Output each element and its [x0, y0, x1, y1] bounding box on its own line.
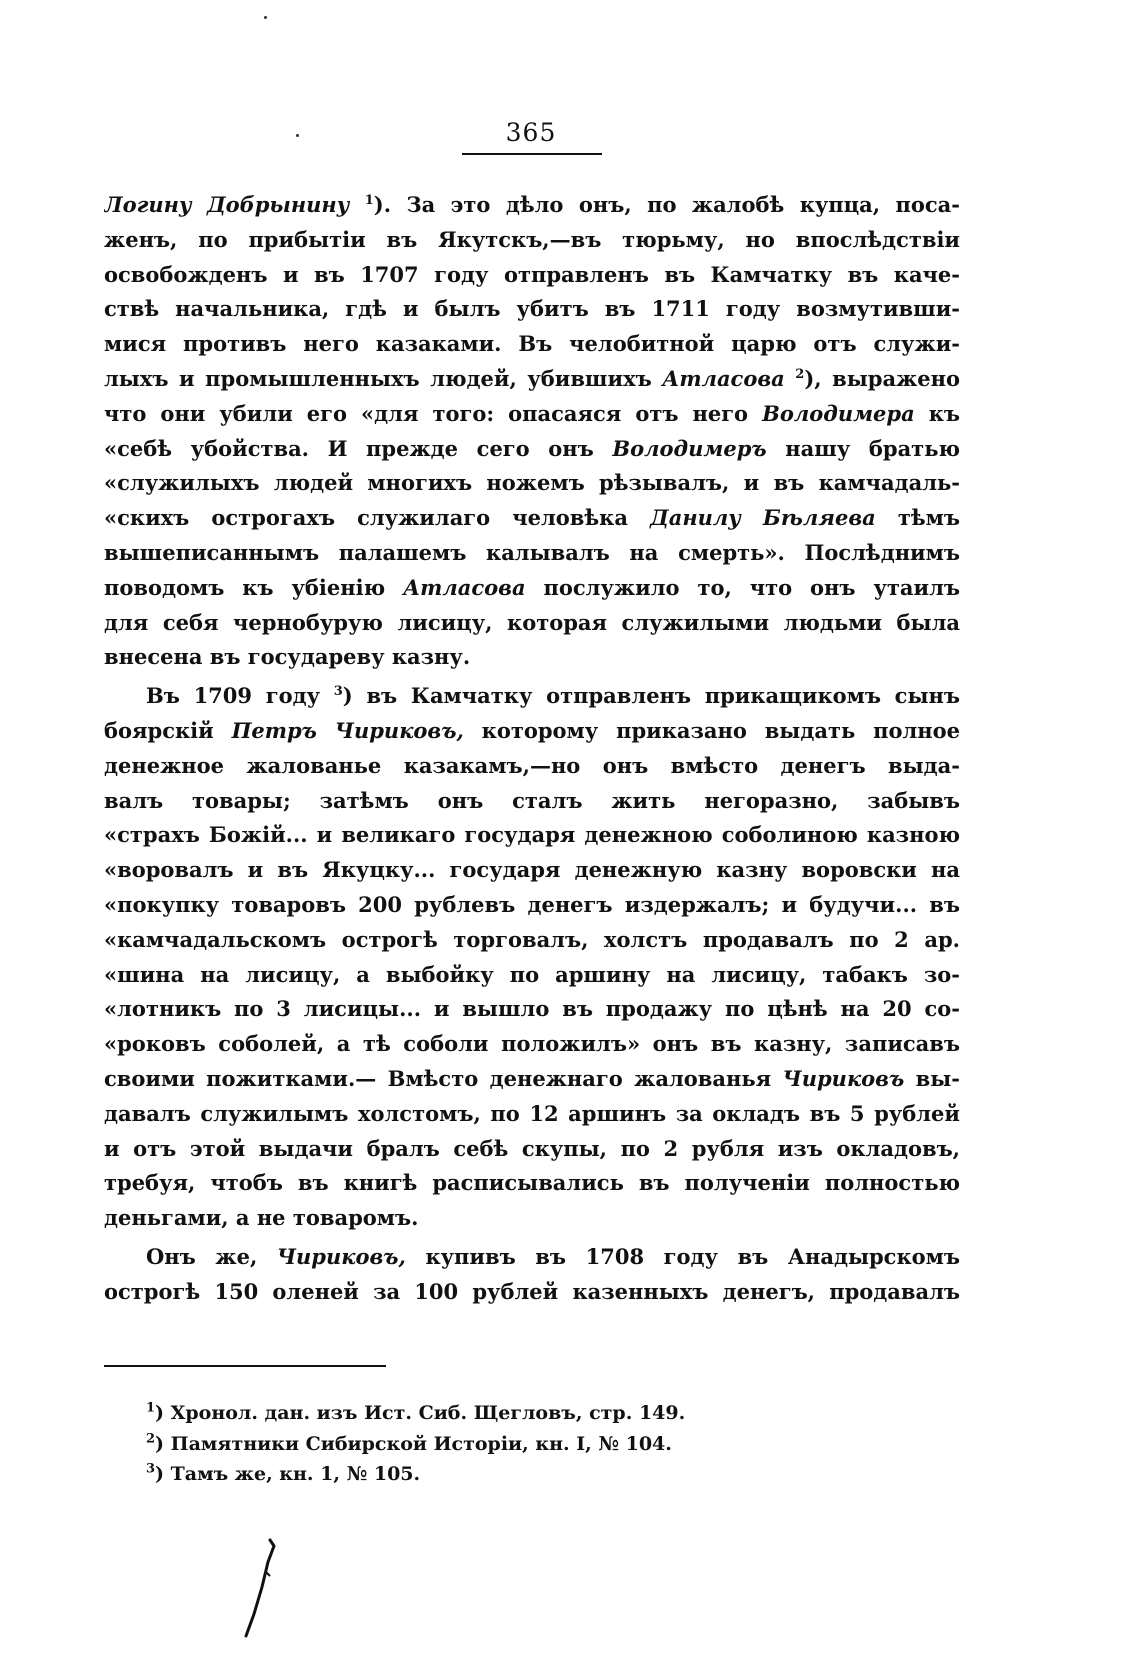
text-segment: «воровалъ и въ Якуцку... государя денежную казну воровски на: [104, 857, 960, 883]
text-segment: купивъ въ 1708 году въ Анадырскомъ: [405, 1243, 960, 1269]
body-text: [104, 188, 960, 1310]
text-line: [104, 327, 960, 362]
italic-name: Володимеръ: [612, 435, 767, 461]
footnote-text: ) Тамъ же, кн. 1, № 105.: [155, 1463, 421, 1485]
text-segment: вы-: [904, 1065, 960, 1091]
italic-name: Чириковъ,: [276, 1243, 406, 1269]
footnote-ref: 3: [333, 684, 343, 700]
text-line: [104, 714, 960, 749]
text-line: [104, 640, 960, 675]
text-line: [104, 1097, 960, 1132]
italic-name: Чириковъ: [782, 1065, 905, 1091]
footnote: [146, 1429, 846, 1460]
text-segment: Онъ же,: [146, 1243, 277, 1269]
italic-name: Данилу Бѣляева: [650, 505, 876, 531]
footnote: [146, 1398, 846, 1429]
page-number: 365: [505, 118, 557, 147]
text-line: [104, 1027, 960, 1062]
text-segment: ). За это дѣло онъ, по жалобѣ купца, поса-: [373, 192, 960, 217]
text-segment: «скихъ острогахъ служилаго человѣка: [104, 505, 651, 531]
text-line: [104, 466, 960, 501]
text-line: [104, 432, 960, 467]
italic-name: Логину Добрынину: [104, 192, 350, 217]
text-line: [104, 1201, 960, 1236]
text-segment: деньгами, а не товаромъ.: [104, 1205, 419, 1231]
text-segment: острогѣ 150 оленей за 100 рублей казенныхъ денегъ, продавалъ: [104, 1278, 960, 1304]
text-segment: «лотникъ по 3 лисицы... и вышло въ продажу по цѣнѣ на 20 со-: [104, 996, 960, 1022]
text-line: [104, 853, 960, 888]
footnote-ref: 2: [795, 366, 805, 382]
text-segment: лыхъ и промышленныхъ людей, убившихъ: [104, 365, 663, 391]
footnote-separator: [104, 1365, 386, 1367]
scan-speck: [264, 16, 267, 19]
text-line: [104, 188, 960, 223]
text-line: [104, 223, 960, 258]
text-line: [104, 992, 960, 1027]
text-line: [104, 1240, 960, 1275]
footnote: [146, 1459, 846, 1490]
text-segment: мися противъ него казаками. Въ челобитной царю отъ служи-: [104, 331, 960, 357]
text-line: [104, 784, 960, 819]
text-segment: и отъ этой выдачи бралъ себѣ скупы, по 2 рубля изъ окладовъ,: [104, 1135, 960, 1161]
page-number-underline: [462, 153, 602, 155]
italic-name: Петръ Чириковъ,: [231, 717, 464, 743]
footnote-text: ) Хронол. дан. изъ Ист. Сиб. Щегловъ, стр. 149.: [155, 1402, 686, 1424]
footnote-ref: 1: [364, 193, 374, 208]
text-line: [104, 923, 960, 958]
italic-name: Володимера: [762, 400, 915, 426]
text-segment: для себя чернобурую лисицу, которая служилыми людьми была: [104, 609, 960, 635]
text-line: [104, 362, 960, 397]
italic-name: Атласова: [403, 574, 526, 600]
text-segment: внесена въ государеву казну.: [104, 644, 471, 670]
text-line: [104, 1275, 960, 1310]
text-segment: женъ, по прибытіи въ Якутскъ,—въ тюрьму, но впослѣдствіи: [104, 226, 960, 252]
text-line: [104, 1132, 960, 1167]
text-line: [104, 606, 960, 641]
text-segment: «себѣ убойства. И прежде сего онъ: [104, 435, 613, 461]
text-line: [104, 292, 960, 327]
text-line: [104, 958, 960, 993]
text-segment: «страхъ Божій... и великаго государя денежною соболиною казною: [104, 822, 960, 848]
text-segment: Въ 1709 году: [146, 683, 334, 709]
text-segment: освобожденъ и въ 1707 году отправленъ въ Камчатку въ каче-: [104, 261, 960, 287]
text-line: [104, 397, 960, 432]
text-segment: «роковъ соболей, а тѣ соболи положилъ» онъ въ казну, записавъ: [104, 1031, 960, 1057]
text-segment: «служилыхъ людей многихъ ножемъ рѣзывалъ, и въ камчадаль-: [104, 470, 960, 496]
footnote-text: ) Памятники Сибирской Исторіи, кн. I, № 104.: [155, 1432, 672, 1455]
text-line: [104, 571, 960, 606]
text-line: [104, 888, 960, 923]
text-segment: «камчадальскомъ острогѣ торговалъ, холстъ продавалъ по 2 ар.: [104, 926, 960, 952]
text-segment: [349, 192, 364, 217]
text-line: [104, 1062, 960, 1097]
text-segment: ), выражено: [804, 365, 960, 391]
text-segment: [785, 366, 796, 391]
text-segment: «покупку товаровъ 200 рублевъ денегъ издержалъ; и будучи... въ: [104, 891, 960, 917]
text-line: [104, 818, 960, 853]
text-segment: «шина на лисицу, а выбойку по аршину на лисицу, табакъ зо-: [104, 961, 960, 987]
text-segment: своими пожитками.— Вмѣсто денежнаго жалованья: [104, 1065, 783, 1091]
footnote-mark: 1: [146, 1400, 156, 1416]
scan-speck: [296, 134, 299, 137]
text-segment: вышеписаннымъ палашемъ калывалъ на смерть». Послѣднимъ: [104, 539, 960, 565]
text-segment: поводомъ къ убіенію: [104, 574, 404, 600]
text-segment: къ: [914, 400, 960, 426]
italic-name: Атласова: [662, 365, 785, 391]
text-segment: боярскій: [104, 717, 232, 743]
text-segment: денежное жалованье казакамъ,—но онъ вмѣсто денегъ выда-: [104, 752, 960, 778]
text-segment: ) въ Камчатку отправленъ прикащикомъ сынъ: [342, 683, 960, 709]
footnote-mark: 2: [146, 1431, 156, 1447]
text-segment: валъ товары; затѣмъ онъ сталъ жить негоразно, забывъ: [104, 787, 960, 813]
text-line: [104, 536, 960, 571]
text-line: [104, 1166, 960, 1201]
footnotes: [146, 1398, 846, 1490]
text-segment: ствѣ начальника, гдѣ и былъ убитъ въ 1711 году возмутивши-: [104, 296, 960, 322]
text-segment: нашу братью: [766, 435, 960, 461]
text-segment: требуя, чтобъ въ книгѣ расписывались въ полученіи полностью: [104, 1170, 960, 1196]
text-segment: тѣмъ: [875, 505, 960, 531]
text-segment: что они убили его «для того: опасаяся отъ него: [104, 400, 763, 426]
text-segment: послужило то, что онъ утаилъ: [525, 574, 960, 600]
footnote-mark: 3: [146, 1461, 156, 1477]
text-segment: которому приказано выдать полное: [463, 717, 960, 743]
pen-mark-scribble: [240, 1532, 290, 1642]
text-segment: давалъ служилымъ холстомъ, по 12 аршинъ за окладъ въ 5 рублей: [104, 1100, 960, 1126]
text-line: [104, 258, 960, 293]
text-line: [104, 679, 960, 714]
text-line: [104, 501, 960, 536]
text-line: [104, 749, 960, 784]
